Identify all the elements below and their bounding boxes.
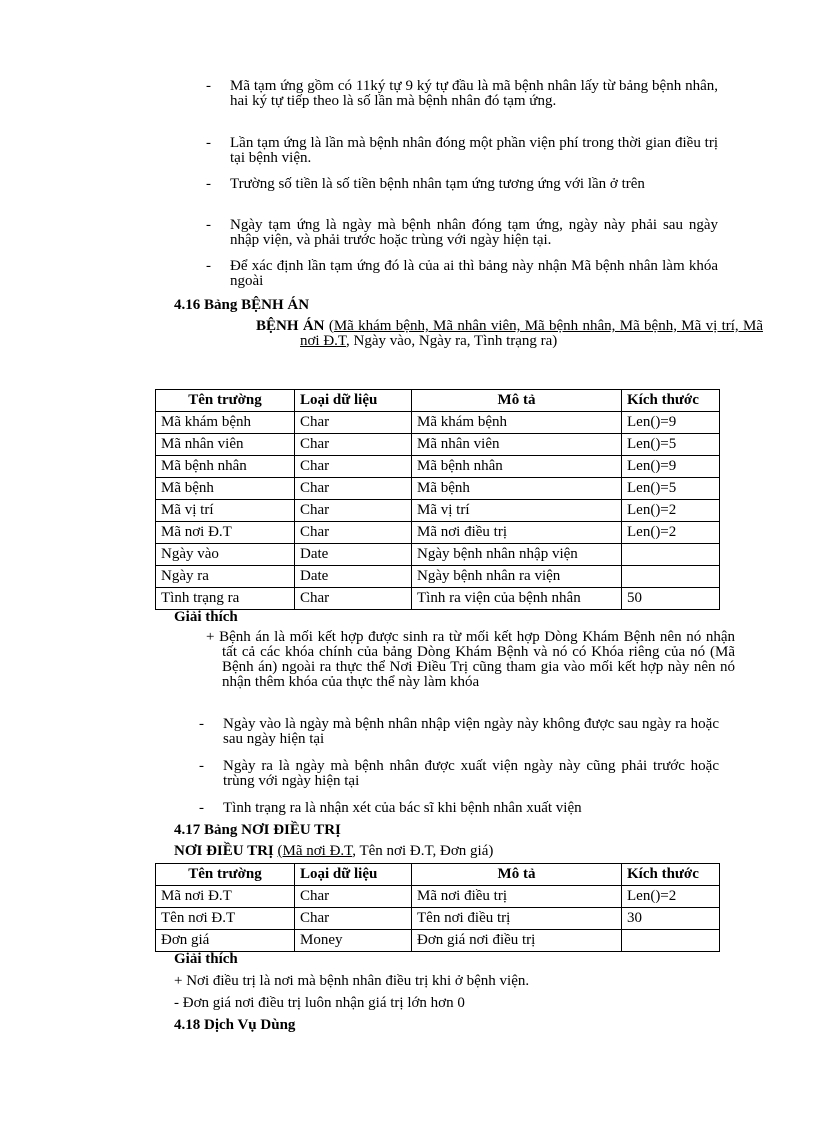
bullet-text: Để xác định lần tạm ứng đó là của ai thì bảng này nhận Mã bệnh nhân làm khóa ngoài: [230, 258, 718, 289]
table-cell: Tên nơi điều trị: [412, 908, 622, 930]
table-cell: Mã nơi Đ.T: [156, 886, 295, 908]
table-cell: Len()=2: [622, 500, 720, 522]
table-cell: Mã khám bệnh: [412, 412, 622, 434]
table-cell: Len()=5: [622, 434, 720, 456]
table-row: [156, 544, 720, 566]
table-row: [156, 908, 720, 930]
table-cell: Mã bệnh: [412, 478, 622, 500]
table-cell: Len()=9: [622, 412, 720, 434]
table-row: [156, 588, 720, 610]
list-item: [199, 759, 719, 789]
section-heading-4-18: 4.18 Dịch Vụ Dùng: [174, 1017, 296, 1033]
table-cell: Date: [295, 544, 412, 566]
section-name: NƠI ĐIỀU TRỊ: [241, 822, 341, 838]
relation-definition: [256, 319, 763, 349]
table-cell: Mã nơi Đ.T: [156, 522, 295, 544]
bullet-dash: -: [199, 716, 204, 732]
header-cell: Kích thước: [622, 390, 720, 412]
section-name: BỆNH ÁN: [241, 297, 310, 313]
bullet-dash: -: [206, 78, 211, 94]
bullet-text: Trường số tiền là số tiền bệnh nhân tạm ứng tương ứng với lần ở trên: [230, 176, 645, 192]
bullet-text: Tình trạng ra là nhận xét của bác sĩ khi bệnh nhân xuất viện: [223, 800, 582, 816]
other-attributes: , Tên nơi Đ.T, Đơn giá): [352, 843, 494, 859]
bullet-text: Mã tạm ứng gồm có 11ký tự 9 ký tự đầu là mã bệnh nhân lấy từ bảng bệnh nhân, hai ký tự tiếp theo là số lần mà bệnh nhân đó tạm ứng.: [230, 78, 718, 109]
table-cell: Char: [295, 522, 412, 544]
bullet-dash: -: [206, 217, 211, 233]
table-cell: Mã khám bệnh: [156, 412, 295, 434]
table-header-row: [156, 390, 720, 412]
bullet-text: Lần tạm ứng là lần mà bệnh nhân đóng một phần viện phí trong thời gian điều trị tại bệnh viện.: [230, 135, 718, 166]
table-row: [156, 500, 720, 522]
relation-definition: [174, 844, 493, 859]
section-heading-4-17: [174, 822, 341, 839]
table-cell: Mã vị trí: [156, 500, 295, 522]
table-cell: Date: [295, 566, 412, 588]
table-header-row: [156, 864, 720, 886]
table-cell: Char: [295, 412, 412, 434]
table-cell: Len()=2: [622, 886, 720, 908]
bullet-dash: -: [206, 135, 211, 151]
explain-heading: Giải thích: [174, 951, 238, 967]
list-item: [206, 218, 718, 248]
table-cell: Mã nhân viên: [412, 434, 622, 456]
table-cell: Mã bệnh: [156, 478, 295, 500]
table-cell: [622, 930, 720, 952]
header-cell: Mô tả: [412, 390, 622, 412]
key-attributes: (Mã nơi Đ.T: [277, 843, 353, 859]
header-cell: Kích thước: [622, 864, 720, 886]
table-cell: Mã vị trí: [412, 500, 622, 522]
explain-line: - Đơn giá nơi điều trị luôn nhận giá trị lớn hơn 0: [174, 995, 465, 1011]
table-row: [156, 930, 720, 952]
table-cell: Mã bệnh nhân: [156, 456, 295, 478]
table-cell: Mã bệnh nhân: [412, 456, 622, 478]
table-cell: Tình trạng ra: [156, 588, 295, 610]
table-row: [156, 478, 720, 500]
bullet-text: Ngày tạm ứng là ngày mà bệnh nhân đóng tạm ứng, ngày này phải sau ngày nhập viện, và phải trước hoặc trùng với ngày hiện tại.: [230, 217, 718, 248]
table-cell: Char: [295, 908, 412, 930]
table-cell: 50: [622, 588, 720, 610]
bullet-dash: -: [199, 800, 204, 816]
header-cell: Mô tả: [412, 864, 622, 886]
table-cell: Mã nơi điều trị: [412, 522, 622, 544]
table-cell: Char: [295, 886, 412, 908]
relation-name: BỆNH ÁN: [256, 318, 325, 334]
table-cell: Char: [295, 588, 412, 610]
table-cell: Mã nhân viên: [156, 434, 295, 456]
key-attributes: Mã khám bệnh, Mã nhân viên, Mã bệnh nhân, Mã bệnh, Mã vị trí, Mã nơi Đ.T: [300, 318, 763, 349]
section-number: 4.17 Bảng: [174, 822, 238, 838]
table-row: [156, 886, 720, 908]
table-cell: Ngày bệnh nhân nhập viện: [412, 544, 622, 566]
list-item: [206, 177, 718, 192]
table-row: [156, 456, 720, 478]
table-cell: Ngày ra: [156, 566, 295, 588]
table-row: [156, 434, 720, 456]
table-cell: Ngày bệnh nhân ra viện: [412, 566, 622, 588]
table-cell: Tình ra viện của bệnh nhân: [412, 588, 622, 610]
bullet-dash: -: [199, 758, 204, 774]
table-cell: Char: [295, 478, 412, 500]
table-row: [156, 566, 720, 588]
list-item: [199, 801, 719, 816]
bullet-dash: -: [206, 176, 211, 192]
bullet-text: Ngày ra là ngày mà bệnh nhân được xuất viện ngày này cũng phải trước hoặc trùng với ngày hiện tại: [223, 758, 719, 789]
header-cell: Tên trường: [156, 864, 295, 886]
bullet-dash: -: [206, 258, 211, 274]
benh-an-table: [155, 389, 720, 610]
explain-line: + Nơi điều trị là nơi mà bệnh nhân điều trị khi ở bệnh viện.: [174, 973, 530, 989]
list-item: [206, 259, 718, 289]
list-item: [206, 136, 718, 166]
table-cell: Money: [295, 930, 412, 952]
open-paren: (: [328, 318, 334, 334]
table-cell: [622, 566, 720, 588]
table-cell: Đơn giá nơi điều trị: [412, 930, 622, 952]
table-cell: [622, 544, 720, 566]
header-cell: Loại dữ liệu: [295, 390, 412, 412]
table-cell: Char: [295, 500, 412, 522]
relation-name: NƠI ĐIỀU TRỊ: [174, 843, 274, 859]
section-number: 4.16 Bảng: [174, 297, 238, 313]
table-cell: Len()=9: [622, 456, 720, 478]
table-cell: Len()=2: [622, 522, 720, 544]
bullet-text: Ngày vào là ngày mà bệnh nhân nhập viện ngày này không được sau ngày ra hoặc sau ngày hiện tại: [223, 716, 719, 747]
list-item: [199, 717, 719, 747]
explain-paragraph: + Bệnh án là mối kết hợp được sinh ra từ mối kết hợp Dòng Khám Bệnh nên nó nhận tất cả các khóa chính của bảng Dòng Khám Bệnh và nó có Khóa riêng của nó (Mã Bệnh án) ngoài ra thực thể Nơi Điều Trị cũng tham gia vào mối kết hợp này nên nó nhận thêm khóa của thực thể này làm khóa: [206, 629, 735, 690]
table-cell: 30: [622, 908, 720, 930]
section-heading-4-16: [174, 297, 309, 314]
header-cell: Tên trường: [156, 390, 295, 412]
table-cell: Len()=5: [622, 478, 720, 500]
table-cell: Ngày vào: [156, 544, 295, 566]
table-cell: Mã nơi điều trị: [412, 886, 622, 908]
noi-dieu-tri-table: [155, 863, 720, 952]
list-item: [206, 79, 718, 109]
header-cell: Loại dữ liệu: [295, 864, 412, 886]
table-cell: Char: [295, 434, 412, 456]
table-row: [156, 412, 720, 434]
table-cell: Tên nơi Đ.T: [156, 908, 295, 930]
table-cell: Đơn giá: [156, 930, 295, 952]
table-row: [156, 522, 720, 544]
other-attributes: , Ngày vào, Ngày ra, Tình trạng ra): [345, 333, 558, 349]
table-cell: Char: [295, 456, 412, 478]
explain-heading: Giải thích: [174, 609, 238, 625]
